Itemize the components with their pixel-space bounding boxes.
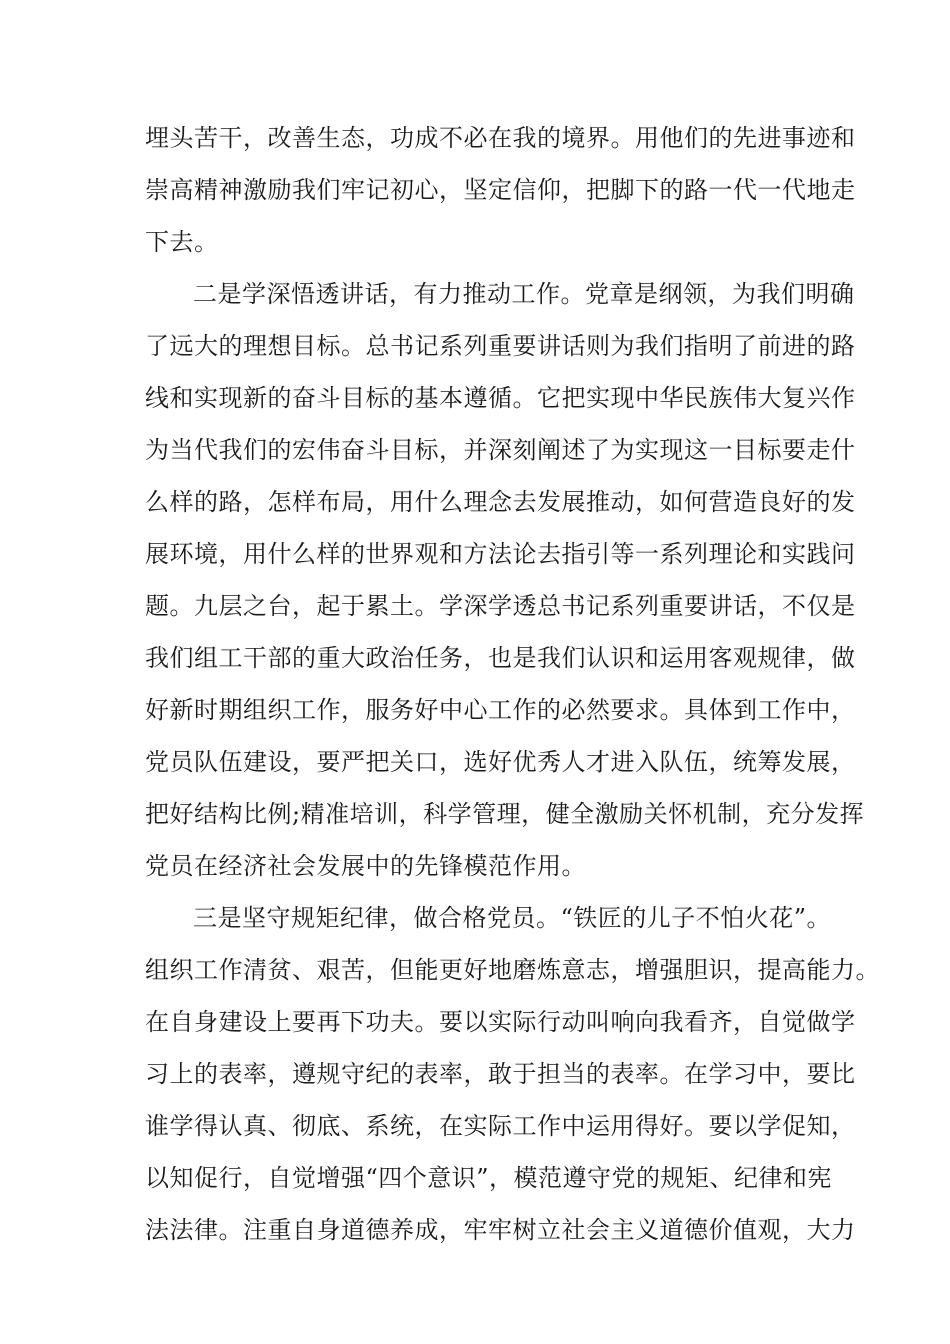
text-line: 法法律。注重自身道德养成，牢牢树立社会主义道德价值观，大力 bbox=[145, 1216, 856, 1244]
text-line: 党员队伍建设，要严把关口，选好优秀人才进入队伍，统筹发展， bbox=[145, 748, 856, 776]
text-line: 我们组工干部的重大政治任务，也是我们认识和运用客观规律，做 bbox=[145, 644, 856, 672]
text-line: 崇高精神激励我们牢记初心，坚定信仰，把脚下的路一代一代地走 bbox=[145, 176, 856, 204]
text-line: 么样的路，怎样布局，用什么理念去发展推动，如何营造良好的发 bbox=[145, 488, 856, 516]
text-line: 组织工作清贫、艰苦，但能更好地磨炼意志，增强胆识，提高能力。 bbox=[145, 956, 880, 984]
text-line: 为当代我们的宏伟奋斗目标，并深刻阐述了为实现这一目标要走什 bbox=[145, 436, 856, 464]
text-line: 埋头苦干，改善生态，功成不必在我的境界。用他们的先进事迹和 bbox=[145, 124, 856, 152]
paragraph-start-line: 三是坚守规矩纪律，做合格党员。“铁匠的儿子不怕火花”。 bbox=[193, 904, 832, 932]
text-line: 题。九层之台，起于累土。学深学透总书记系列重要讲话，不仅是 bbox=[145, 592, 856, 620]
text-line: 好新时期组织工作，服务好中心工作的必然要求。具体到工作中， bbox=[145, 696, 856, 724]
text-line: 在自身建设上要再下功夫。要以实际行动叫响向我看齐，自觉做学 bbox=[145, 1008, 856, 1036]
text-line: 谁学得认真、彻底、系统，在实际工作中运用得好。要以学促知， bbox=[145, 1112, 856, 1140]
text-line: 习上的表率，遵规守纪的表率，敢于担当的表率。在学习中，要比 bbox=[145, 1060, 856, 1088]
text-line: 以知促行，自觉增强“四个意识”，模范遵守党的规矩、纪律和宪 bbox=[145, 1164, 833, 1192]
text-line: 线和实现新的奋斗目标的基本遵循。它把实现中华民族伟大复兴作 bbox=[145, 384, 856, 412]
text-line: 把好结构比例;精准培训，科学管理，健全激励关怀机制，充分发挥 bbox=[145, 800, 865, 828]
text-line: 展环境，用什么样的世界观和方法论去指引等一系列理论和实践问 bbox=[145, 540, 856, 568]
text-line: 了远大的理想目标。总书记系列重要讲话则为我们指明了前进的路 bbox=[145, 332, 856, 360]
paragraph-start-line: 二是学深悟透讲话，有力推动工作。党章是纲领，为我们明确 bbox=[193, 280, 855, 308]
text-line: 党员在经济社会发展中的先锋模范作用。 bbox=[145, 852, 586, 880]
text-line: 下去。 bbox=[145, 228, 219, 256]
